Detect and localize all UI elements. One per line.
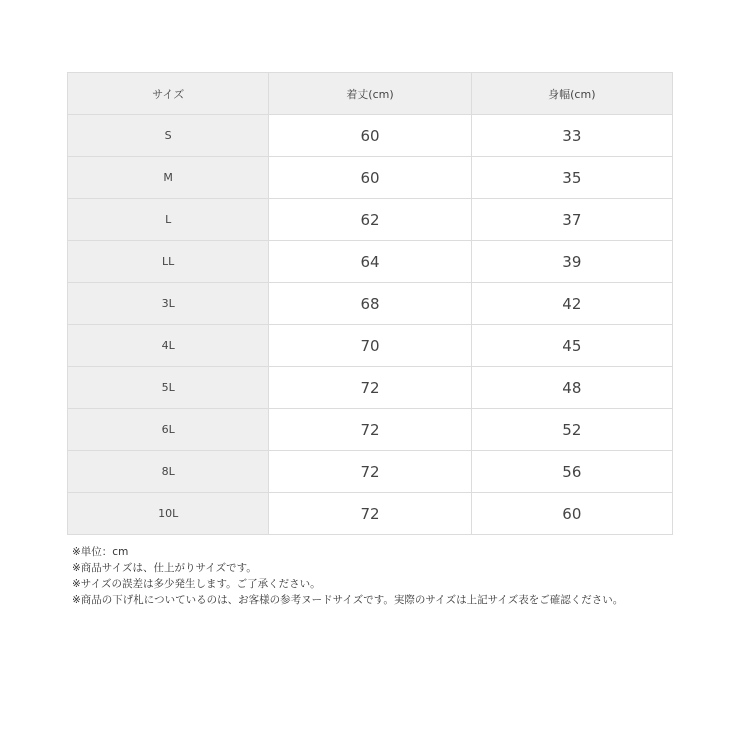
cell-size: 10L <box>68 493 269 535</box>
size-notes <box>72 544 712 608</box>
cell-width: 42 <box>471 283 672 325</box>
table-row <box>68 367 673 409</box>
cell-width: 48 <box>471 367 672 409</box>
cell-length: 70 <box>269 325 471 367</box>
table-row <box>68 241 673 283</box>
cell-length: 60 <box>269 157 471 199</box>
header-width: 身幅(cm) <box>471 73 672 115</box>
cell-width: 52 <box>471 409 672 451</box>
cell-width: 39 <box>471 241 672 283</box>
cell-size: 3L <box>68 283 269 325</box>
cell-length: 60 <box>269 115 471 157</box>
cell-size: 6L <box>68 409 269 451</box>
cell-size: M <box>68 157 269 199</box>
cell-length: 72 <box>269 493 471 535</box>
table-row <box>68 325 673 367</box>
cell-width: 56 <box>471 451 672 493</box>
cell-width: 45 <box>471 325 672 367</box>
cell-size: S <box>68 115 269 157</box>
cell-size: 4L <box>68 325 269 367</box>
cell-size: LL <box>68 241 269 283</box>
header-length: 着丈(cm) <box>269 73 471 115</box>
table-row <box>68 199 673 241</box>
cell-size: L <box>68 199 269 241</box>
cell-length: 68 <box>269 283 471 325</box>
table-row <box>68 493 673 535</box>
size-chart-table <box>67 72 673 535</box>
cell-width: 35 <box>471 157 672 199</box>
cell-width: 33 <box>471 115 672 157</box>
table-row <box>68 283 673 325</box>
note-unit: ※単位：cm <box>72 546 129 558</box>
header-size: サイズ <box>68 73 269 115</box>
cell-width: 60 <box>471 493 672 535</box>
note-size-tolerance: ※サイズの誤差は多少発生します。ご了承ください。 <box>72 578 321 590</box>
table-row <box>68 409 673 451</box>
table-body <box>68 115 673 535</box>
cell-length: 62 <box>269 199 471 241</box>
cell-length: 72 <box>269 409 471 451</box>
cell-width: 37 <box>471 199 672 241</box>
note-finished-size: ※商品サイズは、仕上がりサイズです。 <box>72 562 257 574</box>
cell-length: 72 <box>269 451 471 493</box>
table-row <box>68 115 673 157</box>
cell-size: 8L <box>68 451 269 493</box>
cell-length: 64 <box>269 241 471 283</box>
table-header-row <box>68 73 673 115</box>
cell-length: 72 <box>269 367 471 409</box>
cell-size: 5L <box>68 367 269 409</box>
table-row <box>68 451 673 493</box>
table-row <box>68 157 673 199</box>
note-nude-size: ※商品の下げ札についているのは、お客様の参考ヌードサイズです。実際のサイズは上記サイズ表をご確認ください。 <box>72 594 624 606</box>
